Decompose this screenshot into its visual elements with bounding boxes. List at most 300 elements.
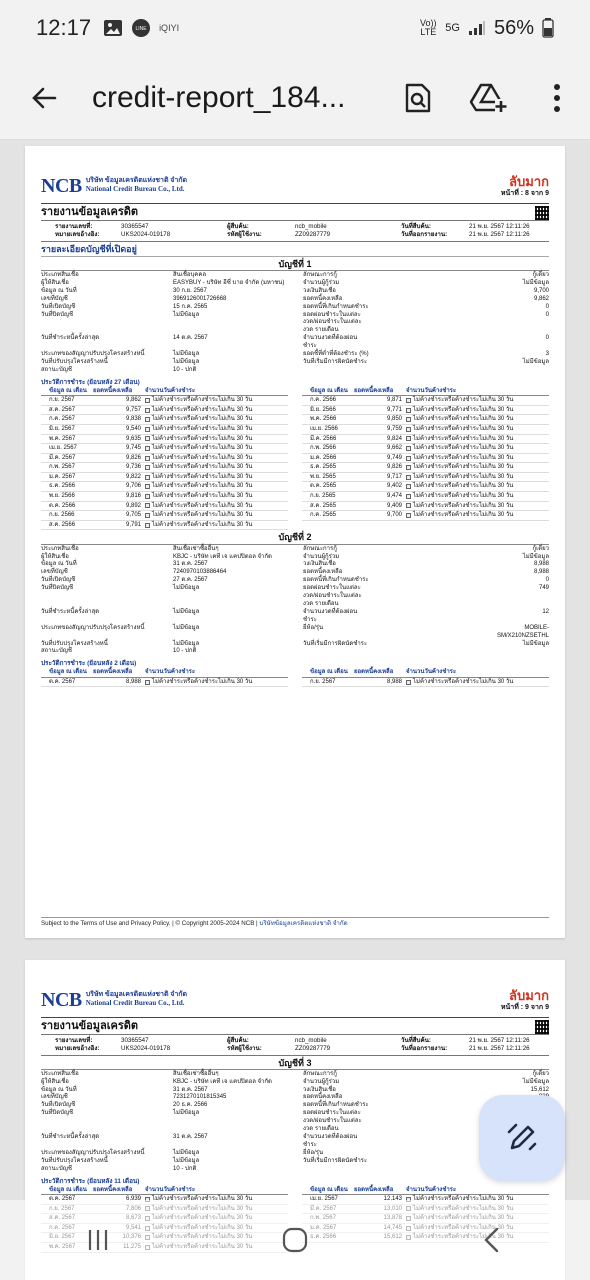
detail-label: ยอดผ่อนชำระในแต่ละงวด/ผ่อนชำระในแต่ละงวด รายเดือน [303,585,362,607]
detail-value: ไม่มีข้อมูล [522,1078,549,1085]
history-balance: 9,757 [125,406,141,413]
history-row [302,406,549,416]
detail-label: วันที่ปิดบัญชี [41,311,74,318]
status-text: ไม่ค้างชำระหรือค้างชำระไม่เกิน 30 วัน [152,678,253,685]
status-box-icon [145,408,150,413]
info-label: รหัสผู้ใช้งาน: [227,230,262,238]
detail-label: ผู้ให้สินเชื่อ [41,1078,69,1085]
detail-label: ยอดหนี้ที่เกินกำหนดชำระ [303,1102,369,1109]
spacer [371,569,481,577]
detail-label: ยี่ห้อ/รุ่น [303,624,324,631]
history-status [406,473,549,482]
detail-label: วันที่เริ่มมีการผิดนัดชำระ [303,640,368,647]
detail-value: 8,988 [533,569,549,576]
col-balance: ยอดหนี้คงเหลือ [354,387,394,394]
info-value: ZZ09287779 [295,230,331,238]
history-month: พ.ย. 2565 [310,473,336,480]
detail-value: 12 [542,608,549,615]
status-box-icon [145,523,150,528]
info-label: วันที่ออกรายงาน: [401,230,448,238]
status-text: ไม่ค้างชำระหรือค้างชำระไม่เกิน 30 วัน [152,512,253,519]
history-status [145,502,288,511]
account-title: บัญชีที่ 2 [41,532,549,544]
payment-history-title: ประวัติการชำระ (ย้อนหลัง 27 เดือน) [41,378,140,386]
history-month: ส.ค. 2566 [49,521,76,528]
info-label: รหัสผู้ใช้งาน: [227,1044,262,1052]
history-balance: 9,826 [125,454,141,461]
history-month: ม.ค. 2566 [310,454,337,461]
detail-label: สถานะบัญชี [41,648,72,655]
history-column [302,388,549,531]
status-text: ไม่ค้างชำระหรือค้างชำระไม่เกิน 30 วัน [152,445,253,452]
history-header [41,388,288,397]
spacer [371,1166,481,1174]
detail-label: วงเงินสินเชื่อ [303,1086,336,1093]
history-row [302,678,549,688]
detail-label: วงเงินสินเชื่อ [303,561,336,568]
more-vert-icon[interactable] [537,78,577,118]
status-text: ไม่ค้างชำระหรือค้างชำระไม่เกิน 30 วัน [413,512,514,519]
history-header [41,669,288,678]
history-balance: 9,749 [386,454,402,461]
info-value: 30365547 [121,223,149,230]
spacer [371,641,481,649]
history-month: มิ.ย. 2566 [310,406,336,413]
history-row [41,396,288,406]
detail-value: 3 [545,351,549,358]
history-status [145,396,288,405]
history-status [145,511,288,520]
spacer [371,1102,481,1110]
history-balance: 8,988 [386,678,402,685]
history-row [41,678,288,688]
info-value: ncb_mobile [295,1037,327,1044]
history-balance: 9,705 [125,512,141,519]
history-row [302,502,549,512]
history-month: ก.ค. 2566 [310,397,336,404]
detail-value: KBJC - บริษัท เคที เจ แคปปิตอล จำกัด [173,1078,272,1085]
info-label: ผู้สืบค้น: [227,1037,249,1044]
history-header [41,1187,288,1196]
history-status [145,415,288,424]
spacer [371,367,481,375]
status-box-icon [145,475,150,480]
spacer [371,272,481,280]
detail-value: 20 ธ.ค. 2566 [173,1102,208,1109]
account-title: บัญชีที่ 3 [41,1058,549,1070]
status-box-icon [406,680,411,685]
status-box-icon [145,446,150,451]
detail-label: ประเภทของสัญญาปรับปรุงโครงสร้างหนี้ [41,624,145,631]
detail-value: 0 [545,311,549,318]
history-month: มิ.ย. 2567 [49,426,75,433]
history-status [145,444,288,453]
status-box-icon [145,456,150,461]
info-value: 21 พ.ย. 2567 12:11:26 [469,1037,530,1044]
info-label: รายงานเลขที่: [55,223,93,230]
detail-label: ข้อมูล ณ วันที่ [41,561,77,568]
history-month: ส.ค. 2565 [310,502,337,509]
detail-label: ยอดหนี้คงเหลือ [303,1094,343,1101]
detail-value: 10 - ปกติ [173,366,197,373]
detail-label: วันที่เริ่มมีการผิดนัดชำระ [303,358,368,365]
detail-value: กู้เดี่ยว [532,1070,549,1077]
payment-history-title: ประวัติการชำระ (ย้อนหลัง 11 เดือน) [41,1177,140,1185]
history-header [302,388,549,397]
status-text: ไม่ค้างชำระหรือค้างชำระไม่เกิน 30 วัน [152,493,253,500]
history-month: ต.ค. 2567 [49,678,76,685]
detail-value: ไม่มีข้อมูล [173,624,200,631]
history-month: มี.ค. 2567 [49,454,76,461]
search-in-doc-icon[interactable] [398,78,438,118]
detail-label: วันที่เปิดบัญชี [41,303,76,310]
spacer [371,1094,481,1102]
detail-value: ไม่มีข้อมูล [173,358,200,365]
col-month: ข้อมูล ณ เดือน [49,1186,87,1193]
app-bar [0,56,590,140]
status-text: ไม่ค้างชำระหรือค้างชำระไม่เกิน 30 วัน [413,406,514,413]
status-box-icon [145,465,150,470]
confidential-label: ลับมาก [509,174,549,189]
detail-value [481,367,549,375]
col-status: จำนวนวันค้างชำระ [406,1186,457,1193]
history-balance: 9,826 [386,464,402,471]
info-value: UKS2024-019178 [121,230,171,238]
history-balance: 9,736 [125,464,141,471]
status-box-icon [145,503,150,508]
history-balance: 9,816 [125,493,141,500]
detail-value: ไม่มีข้อมูล [173,351,200,358]
detail-value: 15 ก.ค. 2565 [173,303,208,310]
history-balance: 9,822 [125,473,141,480]
spacer [371,296,481,304]
detail-value: 30 ก.ย. 2567 [173,287,207,294]
history-row [302,482,549,492]
ncb-name-en: National Credit Bureau Co., Ltd. [85,185,185,194]
history-month: พ.ค. 2566 [310,416,337,423]
col-balance: ยอดหนี้คงเหลือ [93,669,133,676]
status-box-icon [145,494,150,499]
detail-label: วงเงินสินเชื่อ [303,287,336,294]
detail-label: ยอดชี้ที่ต่ำที่ต้องชำระ (%) [303,351,369,358]
detail-value: KBJC - บริษัท เคที เจ แคปปิตอล จำกัด [173,553,272,560]
payment-history [41,388,549,531]
history-balance: 9,706 [125,483,141,490]
history-status [406,454,549,463]
status-text: ไม่ค้างชำระหรือค้างชำระไม่เกิน 30 วัน [152,406,253,413]
status-box-icon [406,456,411,461]
spacer [371,577,481,585]
info-label: หมายเลขอ้างอิง: [55,1044,100,1052]
detail-value: 0 [545,577,549,584]
page-footer [41,917,549,928]
status-box-icon [406,494,411,499]
history-status [406,511,549,520]
history-balance: 9,745 [125,445,141,452]
detail-label: ยอดผ่อนชำระในแต่ละงวด/ผ่อนชำระในแต่ละงวด รายเดือน [303,311,362,334]
info-value: UKS2024-019178 [121,1044,171,1052]
detail-label: จำนวนงวดที่ต้องผ่อนชำระ [303,335,358,350]
status-box-icon [406,503,411,508]
history-month: ส.ค. 2567 [49,406,76,413]
info-label: วันที่ออกรายงาน: [401,1044,448,1052]
detail-value: ไม่มีข้อมูล [173,640,200,647]
ncb-name-th: บริษัท ข้อมูลเครดิตแห่งชาติ จำกัด [85,176,188,184]
history-header [302,669,549,678]
history-status [406,502,549,511]
history-row [41,406,288,416]
status-box-icon [406,417,411,422]
detail-label: ประเภทสินเชื่อ [41,1070,79,1077]
status-text: ไม่ค้างชำระหรือค้างชำระไม่เกิน 30 วัน [152,426,253,433]
history-row [302,492,549,502]
col-status: จำนวนวันค้างชำระ [145,669,196,676]
detail-label: วันที่เปิดบัญชี [41,577,76,584]
info-value: 21 พ.ย. 2567 12:11:26 [469,1044,530,1052]
status-box-icon [406,408,411,413]
col-status: จำนวนวันค้างชำระ [145,1186,196,1193]
detail-label: วันที่ชำระหนี้ครั้งล่าสุด [41,1134,100,1140]
detail-label: วันที่ปิดบัญชี [41,585,74,592]
status-box-icon [145,513,150,518]
history-status [406,435,549,444]
status-box-icon [406,484,411,489]
recents-icon[interactable] [68,1218,128,1262]
history-balance: 9,838 [125,416,141,423]
back-icon[interactable] [462,1218,522,1262]
history-row [41,463,288,473]
history-balance: 9,791 [125,521,141,528]
history-header [302,1187,549,1196]
history-row [302,415,549,425]
history-column [41,388,288,531]
ncb-name-th: บริษัท ข้อมูลเครดิตแห่งชาติ จำกัด [85,990,188,998]
history-month: ต.ค. 2565 [310,483,337,490]
back-arrow-icon[interactable] [24,78,64,118]
edit-fab-button[interactable] [479,1095,565,1181]
spacer [371,1150,481,1158]
detail-label: ผู้ให้สินเชื่อ [41,279,69,286]
history-status [145,463,288,472]
col-balance: ยอดหนี้คงเหลือ [354,1186,394,1193]
report-header [41,174,549,204]
col-balance: ยอดหนี้คงเหลือ [354,669,394,676]
qr-code [535,206,549,220]
detail-value: 8,988 [533,561,549,568]
status-box-icon [145,680,150,685]
status-text: ไม่ค้างชำระหรือค้างชำระไม่เกิน 30 วัน [152,435,253,442]
spacer [371,312,481,336]
info-value: 21 พ.ย. 2567 12:11:26 [469,230,530,238]
detail-label: จำนวนงวดที่ต้องผ่อนชำระ [303,608,358,623]
detail-label: วันที่เริ่มมีการผิดนัดชำระ [303,1157,368,1164]
status-text: ไม่ค้างชำระหรือค้างชำระไม่เกิน 30 วัน [152,473,253,480]
report-info [41,220,549,242]
history-status [145,425,288,434]
detail-label: สถานะบัญชี [41,366,72,373]
history-balance: 9,862 [125,397,141,404]
account-block [41,259,549,531]
detail-label: ยี่ห้อ/รุ่น [303,1149,324,1156]
spacer [371,359,481,367]
history-month: ธ.ค. 2565 [310,464,337,471]
spacer [371,546,481,554]
payment-history [41,669,549,687]
detail-label: จำนวนผู้กู้ร่วม [303,553,340,560]
history-balance: 9,850 [386,416,402,423]
status-box-icon [406,465,411,470]
info-value: ZZ09287779 [295,1044,331,1052]
document-title: credit-report_184... [92,80,346,114]
status-box-icon [406,475,411,480]
pdf-page [25,146,565,938]
col-month: ข้อมูล ณ เดือน [49,669,87,676]
gallery-icon [103,18,123,38]
status-text: ไม่ค้างชำระหรือค้างชำระไม่เกิน 30 วัน [413,416,514,423]
detail-value: 31 ต.ค. 2567 [173,1086,208,1093]
status-text: ไม่ค้างชำระหรือค้างชำระไม่เกิน 30 วัน [413,483,514,490]
detail-value: 31 ต.ค. 2567 [173,561,208,568]
history-status [406,678,549,687]
history-balance: 9,759 [386,426,402,433]
detail-label: จำนวนผู้กู้ร่วม [303,279,340,286]
history-month: ม.ค. 2567 [49,473,76,480]
history-status [406,396,549,405]
report-info [41,1034,549,1056]
detail-value: สินเชื่อบุคคล [173,272,207,278]
status-text: ไม่ค้างชำระหรือค้างชำระไม่เกิน 30 วัน [152,454,253,461]
detail-label [303,1166,371,1174]
network-label: 5G [445,22,460,34]
spacer [371,648,481,656]
drive-add-icon[interactable] [468,78,508,118]
detail-value: 0 [545,335,549,342]
history-status [145,678,288,687]
history-row [302,454,549,464]
col-month: ข้อมูล ณ เดือน [49,387,87,394]
detail-value: สินเชื่อเช่าซื้ออื่นๆ [173,1070,219,1077]
history-balance: 9,662 [386,445,402,452]
line-icon [131,18,151,38]
status-text: ไม่ค้างชำระหรือค้างชำระไม่เกิน 30 วัน [152,483,253,490]
detail-value: 3969126001726668 [173,295,227,302]
history-month: พ.ย. 2566 [49,493,75,500]
spacer [371,561,481,569]
detail-value: 10 - ปกติ [173,648,197,655]
history-status [406,492,549,501]
system-nav-bar [0,1200,590,1280]
detail-label: วันที่เปิดบัญชี [41,1102,76,1109]
status-box-icon [406,427,411,432]
edit-pen-icon [504,1120,540,1156]
history-balance: 8,988 [125,678,141,685]
footer-text: Subject to the Terms of Use and Privacy Policy. | © Copyright 2005-2024 NCB | [41,920,258,928]
detail-label: จำนวนผู้กู้ร่วม [303,1078,340,1085]
spacer [371,288,481,296]
history-month: พ.ค. 2567 [49,435,76,442]
history-status [406,482,549,491]
col-status: จำนวนวันค้างชำระ [145,387,196,394]
status-box-icon [145,436,150,441]
detail-value: ไม่มีข้อมูล [173,1110,200,1117]
history-balance: 9,871 [386,397,402,404]
spacer [371,554,481,562]
status-time: 12:17 [36,15,92,40]
detail-value: 15,612 [530,1086,549,1093]
spacer [371,1079,481,1087]
history-status [406,406,549,415]
detail-value: ไม่มีข้อมูล [173,311,200,318]
history-balance: 9,700 [386,512,402,519]
col-status: จำนวนวันค้างชำระ [406,387,457,394]
detail-value: ไม่มีข้อมูล [522,358,549,365]
page-number: หน้าที่ : 8 จาก 9 [500,190,549,198]
col-month: ข้อมูล ณ เดือน [310,669,348,676]
history-row [302,425,549,435]
info-label: วันที่สืบค้น: [401,223,431,230]
history-row [302,396,549,406]
status-text: ไม่ค้างชำระหรือค้างชำระไม่เกิน 30 วัน [152,521,253,528]
status-text: ไม่ค้างชำระหรือค้างชำระไม่เกิน 30 วัน [152,502,253,509]
status-box-icon [406,436,411,441]
status-box-icon [145,427,150,432]
col-month: ข้อมูล ณ เดือน [310,387,348,394]
history-row [41,425,288,435]
signal-icon [468,20,486,36]
history-row [41,473,288,483]
home-icon[interactable] [265,1218,325,1262]
history-row [41,454,288,464]
ncb-logo: NCB [41,175,82,197]
detail-label: ยอดหนี้ที่เกินกำหนดชำระ [303,303,369,310]
status-box-icon [145,484,150,489]
spacer [371,1110,481,1134]
iqiyi-label: iQIYI [159,23,180,33]
detail-label [303,367,371,375]
detail-label: ลักษณะการกู้ [303,1070,337,1077]
col-status: จำนวนวันค้างชำระ [406,669,457,676]
history-row [302,473,549,483]
history-month: เม.ย. 2567 [49,445,77,452]
battery-icon [542,18,554,38]
detail-label: เลขที่บัญชี [41,569,68,576]
history-status [145,473,288,482]
history-balance: 9,771 [386,406,402,413]
account-details [41,272,549,375]
volte-label: Vo)) LTE [420,18,437,37]
detail-value: EASYBUY - บริษัท อีซี่ บาย จำกัด (มหาชน) [173,279,285,286]
info-label: รายงานเลขที่: [55,1037,93,1044]
history-balance: 9,474 [386,493,402,500]
page-number: หน้าที่ : 9 จาก 9 [500,1004,549,1012]
detail-value: สินเชื่อเช่าซื้ออื่นๆ [173,545,219,552]
footer-link[interactable]: บริษัทข้อมูลเครดิตแห่งชาติ จำกัด [259,920,348,928]
history-row [41,435,288,445]
detail-value: ไม่มีข้อมูล [522,640,549,647]
detail-label: ประเภทสินเชื่อ [41,545,79,552]
detail-label: ประเภทของสัญญาปรับปรุงโครงสร้างหนี้ [41,1149,145,1156]
history-row [41,511,288,521]
detail-value: ไม่มีข้อมูล [173,1157,200,1164]
report-title: รายงานข้อมูลเครดิต [41,1020,139,1033]
report-header [41,988,549,1018]
detail-value: 7240970103886464 [173,569,227,576]
status-text: ไม่ค้างชำระหรือค้างชำระไม่เกิน 30 วัน [413,426,514,433]
detail-value: 10 - ปกติ [173,1165,197,1172]
spacer [371,585,481,609]
detail-value: 7231270101815345 [173,1094,227,1101]
spacer [371,1158,481,1166]
